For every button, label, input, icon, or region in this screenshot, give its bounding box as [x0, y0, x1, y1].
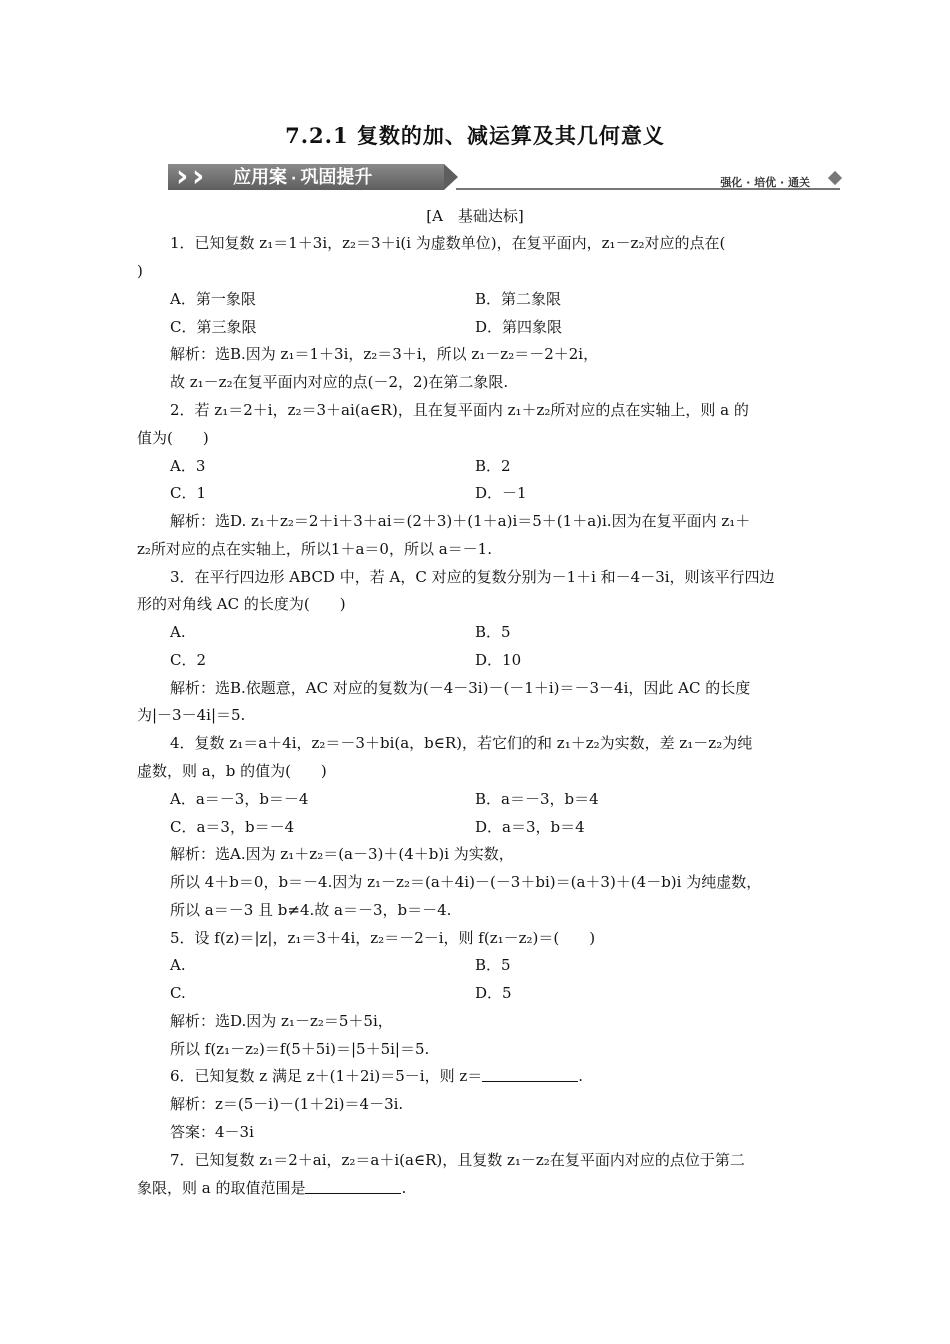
q3-option-c: C．2	[170, 651, 207, 669]
q4-option-b: B．a＝－3，b＝4	[475, 790, 599, 808]
q6-solution: 解析：z＝(5－i)－(1＋2i)＝4－3i.	[170, 1095, 404, 1113]
banner-label: 应用案	[233, 167, 287, 188]
q7-stem-text: 象限，则 a 的取值范围是	[137, 1179, 306, 1197]
section-banner	[168, 160, 840, 192]
q5-option-c: C.	[170, 984, 186, 1002]
q6-answer: 答案：4－3i	[170, 1123, 254, 1141]
banner-separator: ·	[291, 171, 297, 187]
q3-option-d: D．10	[475, 651, 522, 669]
q4-stem: 4．复数 z₁＝a＋4i，z₂＝－3＋bi(a，b∈R)，若它们的和 z₁＋z₂为实数，差 z₁－z₂为纯	[170, 734, 753, 752]
answer-blank	[305, 1180, 401, 1194]
q5-solution: 解析：选D.因为 z₁－z₂＝5＋5i，	[170, 1012, 393, 1030]
banner-tagline: 强化 · 培优 · 通关	[720, 176, 810, 189]
answer-blank	[482, 1068, 578, 1082]
q3-solution: 解析：选B.依题意，AC 对应的复数为(－4－3i)－(－1＋i)＝－3－4i，因此 AC 的长度	[170, 679, 751, 697]
q7-stem-cont	[137, 1178, 406, 1198]
q1-option-a: A．第一象限	[170, 290, 256, 308]
q2-option-d: D．－1	[475, 484, 527, 502]
q2-option-b: B．2	[475, 457, 511, 475]
q4-option-d: D．a＝3，b＝4	[475, 818, 585, 836]
q5-option-d: D．5	[475, 984, 512, 1002]
q7-stem: 7．已知复数 z₁＝2＋ai，z₂＝a＋i(a∈R)，且复数 z₁－z₂在复平面内对应的点位于第二	[170, 1151, 745, 1169]
q4-solution: 解析：选A.因为 z₁＋z₂＝(a－3)＋(4＋b)i 为实数，	[170, 845, 514, 863]
q1-stem-cont: )	[137, 262, 143, 280]
q3-option-a: A.	[170, 623, 186, 641]
q2-solution: 解析：选D. z₁＋z₂＝2＋i＋3＋ai＝(2＋3)＋(1＋a)i＝5＋(1＋a)i.因为在复平面内 z₁＋	[170, 512, 751, 530]
q3-option-b: B．5	[475, 623, 511, 641]
q1-solution: 解析：选B.因为 z₁＝1＋3i，z₂＝3＋i，所以 z₁－z₂＝－2＋2i，	[170, 345, 599, 363]
q4-solution-cont: 所以 4＋b＝0，b＝－4.因为 z₁－z₂＝(a＋4i)－(－3＋bi)＝(a＋3)＋(4－b)i 为纯虚数，	[170, 873, 762, 891]
q1-option-c: C．第三象限	[170, 318, 257, 336]
q6-stem-text: 6．已知复数 z 满足 z＋(1＋2i)＝5－i，则 z＝	[170, 1067, 483, 1085]
chevron-right-icon: ›	[192, 159, 205, 194]
q3-stem-cont: 形的对角线 AC 的长度为( )	[137, 595, 346, 613]
q5-stem: 5．设 f(z)＝|z|，z₁＝3＋4i，z₂＝－2－i，则 f(z₁－z₂)＝( )	[170, 929, 596, 947]
banner-label-2: 巩固提升	[300, 167, 373, 188]
q2-solution-cont: z₂所对应的点在实轴上，所以1＋a＝0，所以 a＝－1.	[137, 540, 492, 558]
q4-solution-end: 所以 a＝－3 且 b≠4.故 a＝－3，b＝－4.	[170, 901, 452, 919]
q6-stem	[170, 1066, 583, 1086]
q1-stem: 1．已知复数 z₁＝1＋3i，z₂＝3＋i(i 为虚数单位)，在复平面内，z₁－z₂对应的点在(	[170, 234, 726, 252]
q2-option-c: C．1	[170, 484, 207, 502]
banner-text	[233, 166, 372, 190]
q1-solution-cont: 故 z₁－z₂在复平面内对应的点(－2，2)在第二象限.	[170, 373, 509, 391]
q5-option-b: B．5	[475, 956, 511, 974]
q5-option-a: A.	[170, 956, 186, 974]
q2-option-a: A．3	[170, 457, 206, 475]
q3-solution-cont: 为|－3－4i|＝5.	[137, 706, 246, 724]
q4-stem-cont: 虚数，则 a，b 的值为( )	[137, 762, 327, 780]
page-title: 7.2.1 复数的加、减运算及其几何意义	[285, 123, 665, 148]
diamond-icon	[828, 171, 842, 185]
q5-solution-cont: 所以 f(z₁－z₂)＝f(5＋5i)＝|5＋5i|＝5.	[170, 1040, 430, 1058]
chevron-right-icon: ›	[176, 159, 189, 194]
q6-period: .	[578, 1067, 584, 1085]
q1-option-b: B．第二象限	[475, 290, 562, 308]
banner-label-block	[168, 159, 444, 194]
q4-option-a: A．a＝－3，b＝－4	[170, 790, 309, 808]
section-heading: [A 基础达标]	[426, 207, 524, 225]
q4-option-c: C．a＝3，b＝－4	[170, 818, 295, 836]
q2-stem: 2．若 z₁＝2＋i，z₂＝3＋ai(a∈R)，且在复平面内 z₁＋z₂所对应的点在实轴上，则 a 的	[170, 401, 749, 419]
q2-stem-cont: 值为( )	[137, 429, 209, 447]
q7-period: .	[401, 1179, 407, 1197]
q3-stem: 3．在平行四边形 ABCD 中，若 A，C 对应的复数分别为－1＋i 和－4－3i，则该平行四边	[170, 568, 775, 586]
q1-option-d: D．第四象限	[475, 318, 563, 336]
